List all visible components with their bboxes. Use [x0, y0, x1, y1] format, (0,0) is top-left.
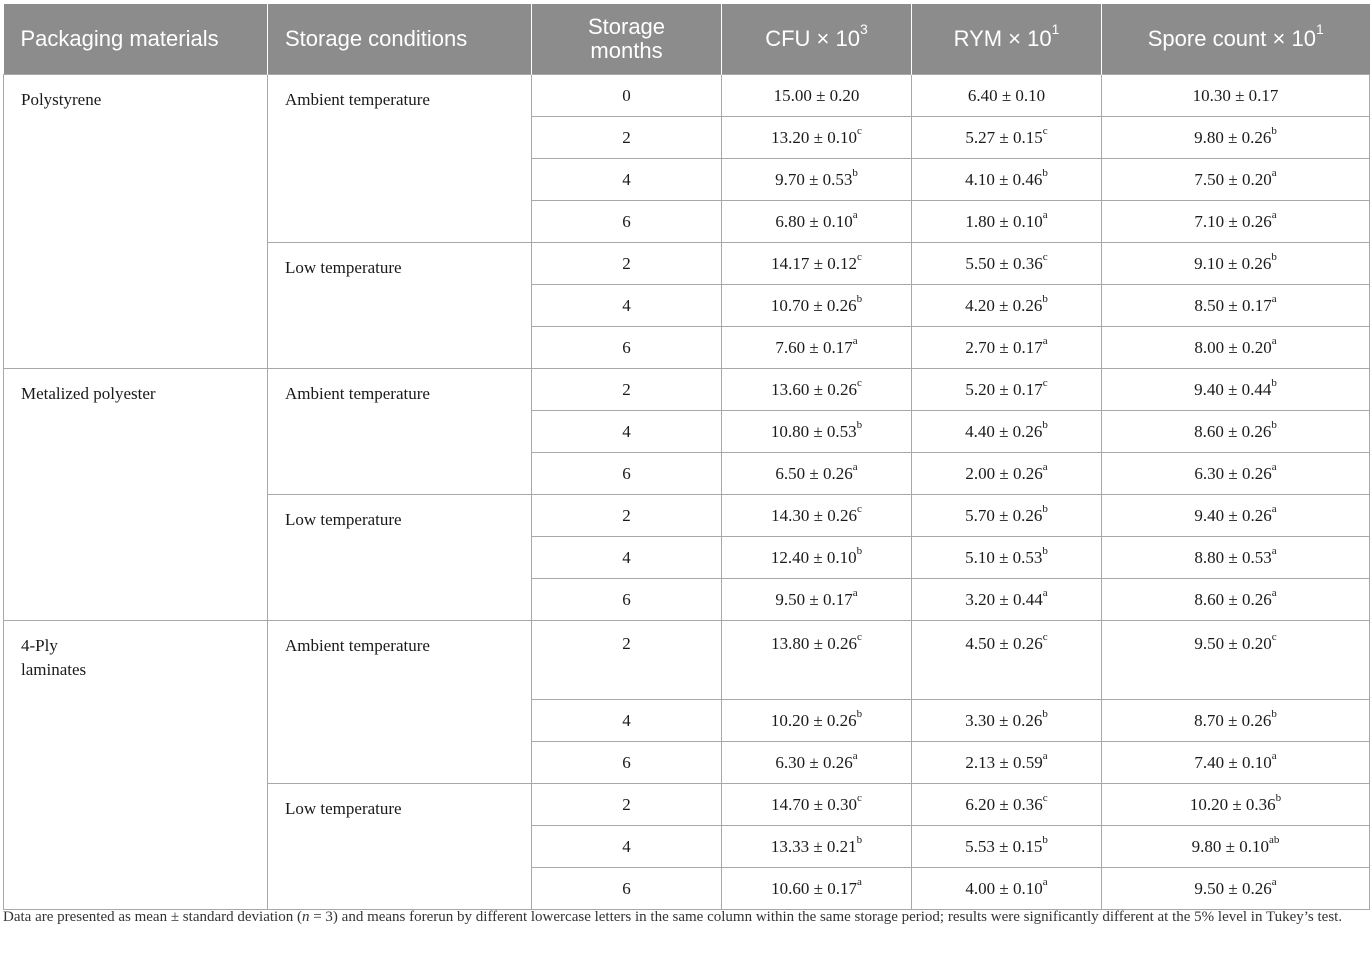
cell-storage-month: 4	[532, 285, 722, 327]
significance-letter: b	[1042, 418, 1048, 431]
cell-rym: 2.70 ± 0.17$^a$	[912, 327, 1102, 369]
cell-rym: 5.50 ± 0.36$^c$	[912, 243, 1102, 285]
significance-letter: a	[1271, 749, 1277, 762]
significance-letter: c	[1042, 124, 1048, 137]
cell-cfu: 15.00 ± 0.20	[722, 75, 912, 117]
storage-ambient: Ambient temperature	[268, 75, 532, 243]
significance-letter: c	[1042, 250, 1048, 263]
cell-spore-count: 9.10 ± 0.26$^b$	[1102, 243, 1370, 285]
cell-storage-month: 4	[532, 411, 722, 453]
significance-letter: a	[852, 460, 858, 473]
cell-spore-count: 7.50 ± 0.20$^a$	[1102, 159, 1370, 201]
cell-spore-count: 6.30 ± 0.26$^a$	[1102, 453, 1370, 495]
cell-spore-count: 8.00 ± 0.20$^a$	[1102, 327, 1370, 369]
cell-spore-count: 8.60 ± 0.26$^b$	[1102, 411, 1370, 453]
cell-spore-count: 10.30 ± 0.17	[1102, 75, 1370, 117]
cell-storage-month: 6	[532, 453, 722, 495]
significance-letter: a	[1271, 334, 1277, 347]
significance-letter: b	[1271, 707, 1277, 720]
cell-spore-count: 9.50 ± 0.26$^a$	[1102, 868, 1370, 910]
header-storage-months: Storage months	[532, 4, 722, 75]
significance-letter: a	[1271, 875, 1277, 888]
cell-rym: 5.53 ± 0.15$^b$	[912, 826, 1102, 868]
significance-letter: c	[856, 631, 862, 644]
cell-storage-month: 2	[532, 117, 722, 159]
significance-letter: c	[1042, 376, 1048, 389]
cell-cfu: 13.60 ± 0.26$^c$	[722, 369, 912, 411]
cell-spore-count: 10.20 ± 0.36$^b$	[1102, 784, 1370, 826]
cell-cfu: 6.80 ± 0.10$^a$	[722, 201, 912, 243]
cell-spore-count: 8.70 ± 0.26$^b$	[1102, 700, 1370, 742]
table-row	[4, 621, 1370, 700]
significance-letter: a	[852, 334, 858, 347]
significance-letter: a	[856, 875, 862, 888]
significance-letter: a	[852, 749, 858, 762]
significance-letter: b	[856, 292, 863, 305]
cell-spore-count: 9.80 ± 0.26$^b$	[1102, 117, 1370, 159]
cell-spore-count: 7.10 ± 0.26$^a$	[1102, 201, 1370, 243]
cell-storage-month: 2	[532, 369, 722, 411]
significance-letter: a	[1042, 460, 1048, 473]
significance-letter: a	[1271, 208, 1277, 221]
storage-low: Low temperature	[268, 784, 532, 910]
cell-spore-count: 8.60 ± 0.26$^a$	[1102, 579, 1370, 621]
significance-letter: b	[1042, 502, 1048, 515]
cell-storage-month: 2	[532, 784, 722, 826]
significance-letter: b	[1271, 250, 1277, 263]
packaging-metalized-polyester: Metalized polyester	[4, 369, 268, 621]
cell-cfu: 10.20 ± 0.26$^b$	[722, 700, 912, 742]
significance-letter: a	[1271, 460, 1277, 473]
cell-storage-month: 4	[532, 159, 722, 201]
cell-storage-month: 0	[532, 75, 722, 117]
cell-spore-count: 9.40 ± 0.44$^b$	[1102, 369, 1370, 411]
significance-letter: a	[1271, 292, 1277, 305]
cell-rym: 6.40 ± 0.10	[912, 75, 1102, 117]
significance-letter: a	[852, 586, 858, 599]
significance-letter: a	[1271, 544, 1277, 557]
significance-letter: b	[1042, 292, 1048, 305]
significance-letter: a	[1042, 875, 1048, 888]
cell-rym: 4.50 ± 0.26$^c$	[912, 621, 1102, 700]
table-row	[4, 369, 1370, 411]
significance-letter: b	[1042, 707, 1048, 720]
significance-letter: b	[1042, 544, 1048, 557]
significance-letter: a	[852, 208, 858, 221]
cell-storage-month: 6	[532, 327, 722, 369]
cell-rym: 4.20 ± 0.26$^b$	[912, 285, 1102, 327]
cell-rym: 6.20 ± 0.36$^c$	[912, 784, 1102, 826]
significance-letter: b	[1042, 166, 1048, 179]
table-row	[4, 75, 1370, 117]
cell-rym: 2.00 ± 0.26$^a$	[912, 453, 1102, 495]
storage-low: Low temperature	[268, 495, 532, 621]
significance-letter: a	[1042, 749, 1048, 762]
cell-cfu: 10.70 ± 0.26$^b$	[722, 285, 912, 327]
significance-letter: c	[1271, 631, 1277, 644]
significance-letter: c	[856, 791, 862, 804]
significance-letter: c	[856, 376, 862, 389]
significance-letter: c	[1042, 631, 1048, 644]
cell-rym: 5.20 ± 0.17$^c$	[912, 369, 1102, 411]
cell-spore-count: 8.50 ± 0.17$^a$	[1102, 285, 1370, 327]
cell-rym: 4.10 ± 0.46$^b$	[912, 159, 1102, 201]
significance-letter: b	[856, 833, 863, 846]
significance-letter: b	[856, 707, 863, 720]
significance-letter: c	[856, 124, 862, 137]
significance-letter: a	[1042, 334, 1048, 347]
cell-cfu: 6.50 ± 0.26$^a$	[722, 453, 912, 495]
significance-letter: a	[1042, 586, 1048, 599]
cell-storage-month: 6	[532, 201, 722, 243]
significance-letter: a	[1271, 166, 1277, 179]
cell-rym: 2.13 ± 0.59$^a$	[912, 742, 1102, 784]
storage-low: Low temperature	[268, 243, 532, 369]
cell-cfu: 6.30 ± 0.26$^a$	[722, 742, 912, 784]
cell-cfu: 14.70 ± 0.30$^c$	[722, 784, 912, 826]
cell-cfu: 12.40 ± 0.10$^b$	[722, 537, 912, 579]
significance-letter: c	[856, 502, 862, 515]
cell-cfu: 14.30 ± 0.26$^c$	[722, 495, 912, 537]
cell-cfu: 13.80 ± 0.26$^c$	[722, 621, 912, 700]
significance-letter: b	[856, 544, 863, 557]
storage-ambient: Ambient temperature	[268, 369, 532, 495]
significance-letter: b	[856, 418, 863, 431]
significance-letter: b	[1275, 791, 1282, 804]
cell-storage-month: 6	[532, 579, 722, 621]
header-spore-count: Spore count × $10^1$	[1102, 4, 1370, 75]
cell-cfu: 10.60 ± 0.17$^a$	[722, 868, 912, 910]
significance-letter: b	[1271, 124, 1277, 137]
cell-rym: 4.00 ± 0.10$^a$	[912, 868, 1102, 910]
significance-letter: a	[1271, 586, 1277, 599]
packaging-polystyrene: Polystyrene	[4, 75, 268, 369]
cell-storage-month: 6	[532, 868, 722, 910]
cell-storage-month: 2	[532, 495, 722, 537]
cell-spore-count: 9.80 ± 0.10$^{ab}$	[1102, 826, 1370, 868]
packaging-4-ply-laminates: 4-Ply laminates	[4, 621, 268, 910]
cell-storage-month: 4	[532, 537, 722, 579]
cell-spore-count: 7.40 ± 0.10$^a$	[1102, 742, 1370, 784]
cell-cfu: 7.60 ± 0.17$^a$	[722, 327, 912, 369]
significance-letter: b	[852, 166, 858, 179]
cell-cfu: 9.50 ± 0.17$^a$	[722, 579, 912, 621]
cell-cfu: 13.20 ± 0.10$^c$	[722, 117, 912, 159]
results-table	[3, 4, 1370, 910]
significance-letter: b	[1042, 833, 1048, 846]
cell-rym: 5.10 ± 0.53$^b$	[912, 537, 1102, 579]
header-storage-conditions: Storage conditions	[268, 4, 532, 75]
cell-storage-month: 6	[532, 742, 722, 784]
cell-storage-month: 2	[532, 621, 722, 700]
cell-rym: 5.27 ± 0.15$^c$	[912, 117, 1102, 159]
cell-storage-month: 4	[532, 700, 722, 742]
header-packaging-materials: Packaging materials	[4, 4, 268, 75]
cell-spore-count: 9.40 ± 0.26$^a$	[1102, 495, 1370, 537]
storage-ambient: Ambient temperature	[268, 621, 532, 784]
cell-cfu: 13.33 ± 0.21$^b$	[722, 826, 912, 868]
header-row	[4, 4, 1370, 75]
significance-letter: c	[856, 250, 862, 263]
cell-rym: 3.30 ± 0.26$^b$	[912, 700, 1102, 742]
cell-rym: 5.70 ± 0.26$^b$	[912, 495, 1102, 537]
table-footnote: Data are presented as mean ± standard deviation (n = 3) and means forerun by different lowercase letters in the same column within the same storage period; results were significantly different at the 5% level in Tukey’s test.	[3, 909, 1343, 925]
cell-storage-month: 4	[532, 826, 722, 868]
cell-cfu: 14.17 ± 0.12$^c$	[722, 243, 912, 285]
significance-letter: ab	[1268, 833, 1280, 846]
cell-cfu: 9.70 ± 0.53$^b$	[722, 159, 912, 201]
cell-rym: 3.20 ± 0.44$^a$	[912, 579, 1102, 621]
significance-letter: c	[1042, 791, 1048, 804]
significance-letter: b	[1271, 376, 1277, 389]
header-cfu: CFU × $10^3$	[722, 4, 912, 75]
header-rym: RYM × $10^1$	[912, 4, 1102, 75]
cell-storage-month: 2	[532, 243, 722, 285]
significance-letter: a	[1271, 502, 1277, 515]
cell-cfu: 10.80 ± 0.53$^b$	[722, 411, 912, 453]
cell-spore-count: 8.80 ± 0.53$^a$	[1102, 537, 1370, 579]
significance-letter: b	[1271, 418, 1277, 431]
cell-rym: 1.80 ± 0.10$^a$	[912, 201, 1102, 243]
cell-spore-count: 9.50 ± 0.20$^c$	[1102, 621, 1370, 700]
significance-letter: a	[1042, 208, 1048, 221]
cell-rym: 4.40 ± 0.26$^b$	[912, 411, 1102, 453]
